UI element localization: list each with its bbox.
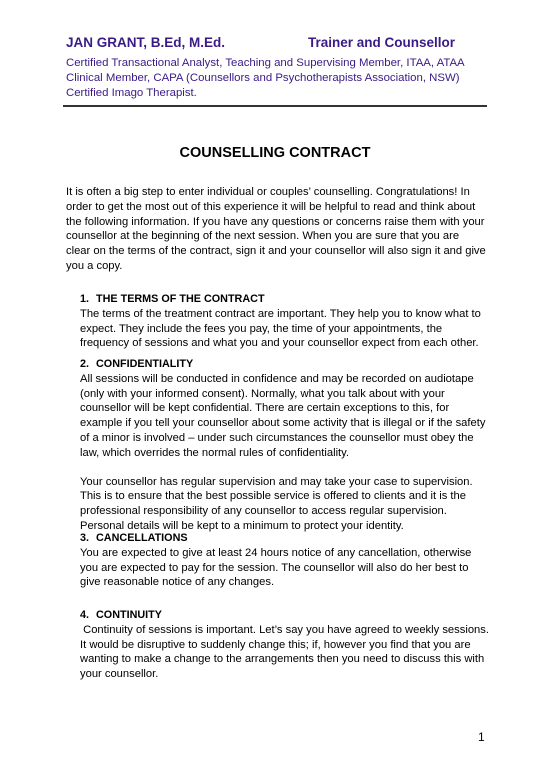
section-heading-text: CANCELLATIONS — [96, 532, 188, 544]
section-paragraph: All sessions will be conducted in confidence and may be recorded on audiotape (only with your informed consent). Normally, what you talk about with your counsellor will be kept confidential. There are certain exceptions to this, for example if you tell your counsellor about some activity that is illegal or if the safety of a minor is involved – under such circumstances the counsellor must obey the law, which overrides the normal rules of confidentiality. — [80, 372, 486, 459]
section-number: 3. — [80, 532, 90, 544]
header-divider — [63, 105, 487, 107]
section-heading-text: CONFIDENTIALITY — [96, 358, 194, 370]
section-terms — [80, 292, 492, 351]
section-number: 2. — [80, 358, 90, 370]
credential-line: Certified Imago Therapist. — [66, 86, 197, 99]
credential-line: Clinical Member, CAPA (Counsellors and Psychotherapists Association, NSW) — [66, 71, 460, 84]
intro-paragraph: It is often a big step to enter individual or couples’ counselling. Congratulations! In order to get the most out of this experience it will be helpful to read and think about the following information. If you have any questions or concerns raise them with your counsellor at the beginning of the next session. When you are sure that you are clear on the terms of the contract, sign it and your counsellor will also sign it and give you a copy. — [66, 186, 486, 272]
section-heading — [80, 531, 492, 546]
section-cancellations — [80, 531, 492, 590]
section-number: 4. — [80, 609, 90, 621]
section-paragraph: You are expected to give at least 24 hours notice of any cancellation, otherwise you are expected to pay for the session. The counsellor will also do her best to give reasonable notice of any changes. — [80, 546, 472, 589]
section-paragraph: The terms of the treatment contract are important. They help you to know what to expect. They include the fees you pay, the time of your appointments, the frequency of sessions and what you and your counsellor expect from each other. — [80, 307, 481, 350]
header-role: Trainer and Counsellor — [308, 35, 456, 50]
section-paragraph: Continuity of sessions is important. Let’s say you have agreed to weekly sessions. It would be disruptive to suddenly change this; if, however you find that you are wanting to make a change to the arrangements then you need to discuss this with your counsellor. — [80, 623, 493, 681]
section-continuity — [80, 608, 492, 682]
document-title: COUNSELLING CONTRACT — [179, 145, 371, 161]
section-heading-text: THE TERMS OF THE CONTRACT — [96, 293, 265, 305]
section-paragraph: Your counsellor has regular supervision and may take your case to supervision. This is to ensure that the best possible service is offered to clients and it is the professional responsibility of any counsellor to access regular supervision. Personal details will be kept to a minimum to protect your identity. — [80, 475, 473, 532]
section-heading — [80, 292, 492, 307]
section-confidentiality — [80, 357, 492, 534]
header-name: JAN GRANT, B.Ed, M.Ed. — [66, 35, 226, 50]
page-number: 1 — [478, 730, 485, 744]
section-heading — [80, 608, 492, 623]
section-heading — [80, 357, 492, 372]
header-credentials — [66, 56, 496, 100]
section-heading-text: CONTINUITY — [96, 609, 162, 621]
section-number: 1. — [80, 293, 90, 305]
credential-line: Certified Transactional Analyst, Teaching and Supervising Member, ITAA, ATAA — [66, 57, 465, 69]
